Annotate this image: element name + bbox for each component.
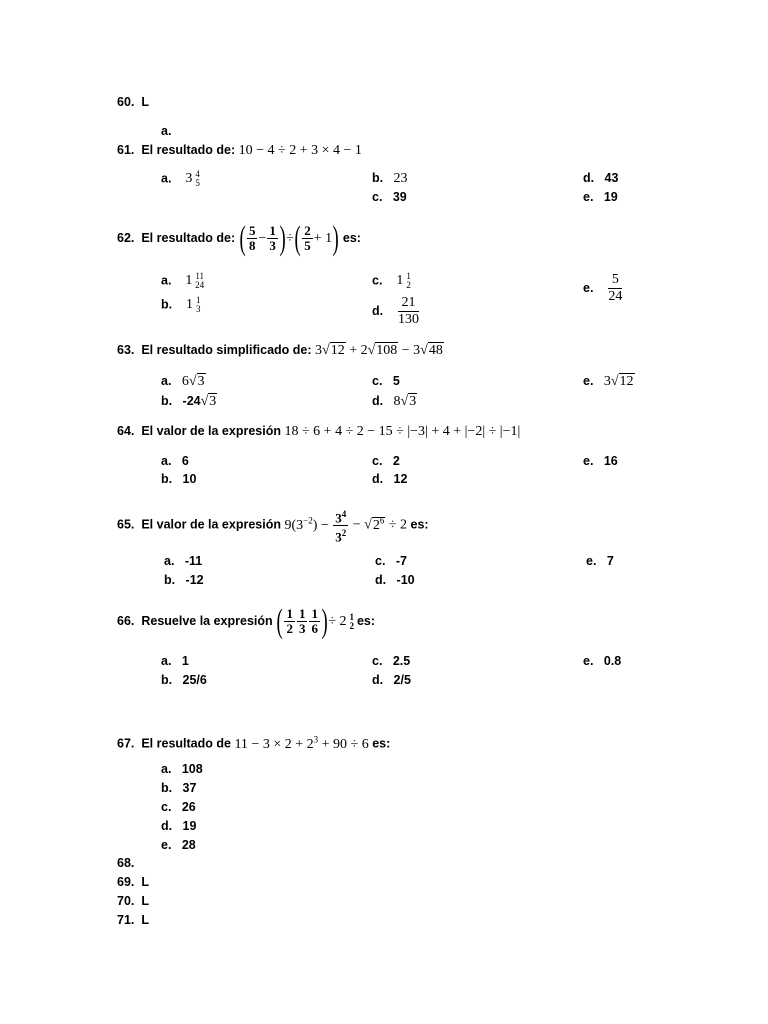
q62-option-a: a. 1 11 24 — [161, 271, 205, 290]
question-71: 71. L — [117, 913, 149, 927]
q61-option-a: a. 3 4 5 — [161, 169, 200, 188]
q67-option-b: b. 37 — [161, 781, 197, 795]
q65-option-c: c. -7 — [375, 554, 407, 568]
q66-option-a: a. 1 — [161, 654, 189, 668]
question-65: 65. El valor de la expresión $9(3^{-2})$ − $\frac{3^4}{3^2}$ − $√2^6 \div 2$ es: — [117, 508, 429, 545]
q64-option-d: d. 12 — [372, 472, 408, 486]
q66-option-e: e. 0.8 — [583, 654, 622, 668]
question-69: 69. L — [117, 875, 149, 889]
question-64: 64. El valor de la expresión 18 ÷ 6 + 4 ÷ 2 − 15 ÷ |−3| + 4 + |−2| ÷ |−1| — [117, 424, 521, 439]
question-70: 70. L — [117, 894, 149, 908]
q65-option-d: d. -10 — [375, 573, 415, 587]
question-61: 61. El resultado de: 10 − 4 ÷ 2 + 3 × 4 − 1 — [117, 143, 362, 158]
q61-option-d: d. 43 — [583, 171, 619, 185]
q64-option-b: b. 10 — [161, 472, 197, 486]
q67-option-d: d. 19 — [161, 819, 197, 833]
q63-option-c: c. 5 — [372, 374, 400, 388]
q65-option-b: b. -12 — [164, 573, 204, 587]
q61-option-e: e. 19 — [583, 190, 618, 204]
question-66: 66. Resuelve la expresión ( $\frac{1}{2}$ $\frac{1}{3}$ $\frac{1}{6}$ )÷ 2 1 2 es: — [117, 602, 376, 640]
q61-option-c: c. 39 — [372, 190, 407, 204]
q62-option-e: e. $\frac{5}{24}$ — [583, 272, 623, 305]
q62-option-d: d. $\frac{21}{130}$ — [372, 295, 420, 328]
q62-option-c: c. 1 1 2 — [372, 271, 411, 290]
question-63: 63. El resultado simplificado de: 3√12 + 2√108 − 3√48 — [117, 343, 443, 358]
q66-option-c: c. 2.5 — [372, 654, 411, 668]
q66-option-d: d. 2/5 — [372, 673, 411, 687]
q62-option-b: b. 1 1 3 — [161, 295, 201, 314]
q66-option-b: b. 25/6 — [161, 673, 207, 687]
q64-option-a: a. 6 — [161, 454, 189, 468]
q63-option-d: d. 8√3 — [372, 394, 417, 409]
q64-option-e: e. 16 — [583, 454, 618, 468]
q67-option-a: a. 108 — [161, 762, 203, 776]
q63-option-a: a. 6√3 — [161, 374, 205, 389]
q63-option-e: e. 3√12 — [583, 374, 634, 389]
question-67: 67. El resultado de $11 - 3 \times 2 + 2^3 + 90 \div 6$ es: — [117, 734, 391, 752]
q65-option-e: e. 7 — [586, 554, 614, 568]
q67-option-c: c. 26 — [161, 800, 196, 814]
question-60: 60. L — [117, 95, 149, 109]
q65-option-a: a. -11 — [164, 554, 203, 568]
q63-option-b: b. -24√3 — [161, 394, 217, 409]
q64-expression: 18 ÷ 6 + 4 ÷ 2 − 15 ÷ |−3| + 4 + |−2| ÷ |−1| — [284, 424, 521, 439]
q61-expression: 10 − 4 ÷ 2 + 3 × 4 − 1 — [238, 143, 362, 158]
q60-option-a: a. — [161, 124, 172, 138]
q61-option-b: b. 23 — [372, 171, 408, 186]
q64-option-c: c. 2 — [372, 454, 400, 468]
question-68: 68. — [117, 856, 135, 870]
q67-option-e: e. 28 — [161, 838, 196, 852]
question-62: 62. El resultado de: ( $\frac{5}{8}$ − $\frac{1}{3}$ )÷( $\frac{2}{5}$ + 1) es: — [117, 219, 361, 257]
